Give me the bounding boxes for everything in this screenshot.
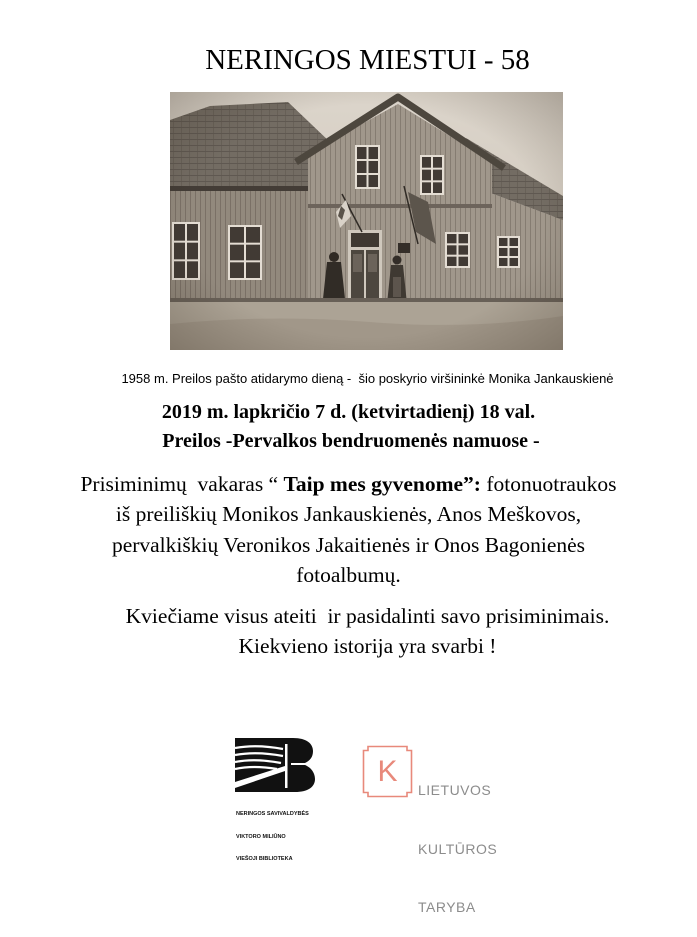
- invitation-line: Kiekvieno istorija yra svarbi !: [238, 634, 497, 658]
- library-logo: [235, 738, 315, 792]
- culture-council-logo-line: KULTŪROS: [418, 840, 498, 857]
- photo-vignette: [170, 92, 563, 350]
- culture-council-logo-text: [418, 742, 538, 937]
- photo-caption: 1958 m. Preilos pašto atidarymo dieną - šio poskyrio viršininkė Monika Jankauskienė: [121, 371, 614, 386]
- invitation-line: Kviečiame visus ateiti ir pasidalinti savo prisiminimais.: [125, 604, 610, 628]
- historic-photo: [170, 92, 563, 350]
- library-logo-line: NERINGOS SAVIVALDYBĖS: [236, 811, 309, 817]
- event-venue: Preilos -Pervalkos bendruomenės namuose -: [157, 430, 540, 452]
- poster-title: NERINGOS MIESTUI - 58: [205, 44, 530, 76]
- culture-council-logo-letter: K: [377, 755, 398, 788]
- library-logo-line: VIKTORO MILIŪNO: [236, 833, 286, 840]
- description-line: fotoalbumų.: [296, 563, 401, 587]
- event-name: Taip mes gyvenome”:: [283, 472, 481, 496]
- description-line: iš preiliškių Monikos Jankauskienės, Anos Meškovos,: [115, 502, 582, 526]
- event-datetime: 2019 m. lapkričio 7 d. (ketvirtadienį) 18 val.: [161, 401, 536, 423]
- description-text: Prisiminimų vakaras “: [80, 472, 284, 496]
- description-text: fotonuotraukos: [480, 472, 617, 496]
- description-line: [0, 474, 697, 496]
- library-logo-text: [236, 796, 346, 871]
- library-logo-line: VIEŠOJI BIBLIOTEKA: [236, 856, 293, 862]
- culture-council-logo-line: LIETUVOS: [418, 782, 492, 798]
- culture-council-logo-line: TARYBA: [418, 899, 476, 915]
- description-line: pervalkiškių Veronikos Jakaitienės ir Onos Bagonienės: [111, 533, 586, 557]
